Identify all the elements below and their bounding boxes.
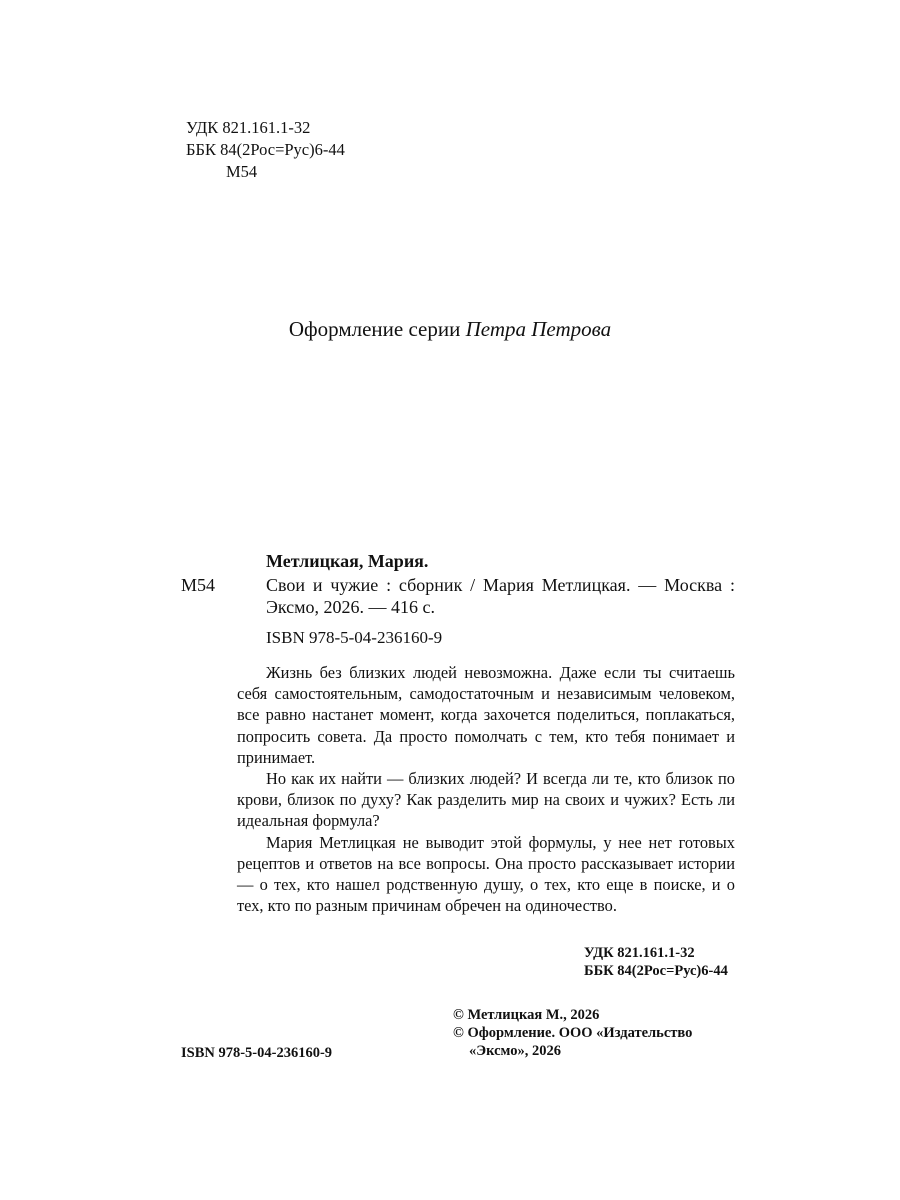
copyright-author: © Метлицкая М., 2026 <box>453 1007 600 1023</box>
annotation-paragraph: Но как их найти — близких людей? И всегда ли те, кто близок по крови, близок по духу? Как разделить мир на своих и чужих? Есть ли идеальная формула? <box>237 769 735 831</box>
series-design-credit <box>0 315 900 343</box>
footer-classification <box>584 944 728 980</box>
series-designer: Петра Петрова <box>465 317 612 341</box>
author-sign: М54 <box>226 162 258 181</box>
annotation-paragraph: Жизнь без близких людей невозможна. Даже если ты считаешь себя самостоятельным, самодостаточным и независимым человеком, все равно настанет момент, когда захочется поделиться, поплакаться, попросить совета. Да просто помолчать с тем, кто тебя понимает и принимает. <box>237 663 735 767</box>
udk-code: УДК 821.161.1-32 <box>186 118 311 137</box>
footer-udk: УДК 821.161.1-32 <box>584 945 695 961</box>
footer-bbk: ББК 84(2Рос=Рус)6-44 <box>584 963 728 979</box>
author-sign-left: М54 <box>181 575 216 595</box>
author-heading: Метлицкая, Мария. <box>266 551 429 571</box>
classification-codes <box>186 117 345 183</box>
copyright-design-line1: © Оформление. ООО «Издательство <box>453 1025 693 1041</box>
bbk-code: ББК 84(2Рос=Рус)6-44 <box>186 140 345 159</box>
copyright-design-line2: «Эксмо», 2026 <box>469 1043 561 1059</box>
isbn-line: ISBN 978-5-04-236160-9 <box>266 628 443 647</box>
footer-isbn: ISBN 978-5-04-236160-9 <box>181 1045 333 1061</box>
copyright-block <box>453 1006 692 1060</box>
series-prefix: Оформление серии <box>288 317 461 341</box>
annotation <box>237 662 735 916</box>
bibliographic-description: Свои и чужие : сборник / Мария Метлицкая. — Москва : Эксмо, 2026. — 416 с. <box>266 575 735 617</box>
annotation-paragraph: Мария Метлицкая не выводит этой формулы, у нее нет готовых рецептов и ответов на все вопросы. Она просто рассказывает истории — о тех, кто нашел родственную душу, о тех, кто еще в поиске, и о тех, кто по разным причинам обречен на одиночество. <box>237 832 735 916</box>
